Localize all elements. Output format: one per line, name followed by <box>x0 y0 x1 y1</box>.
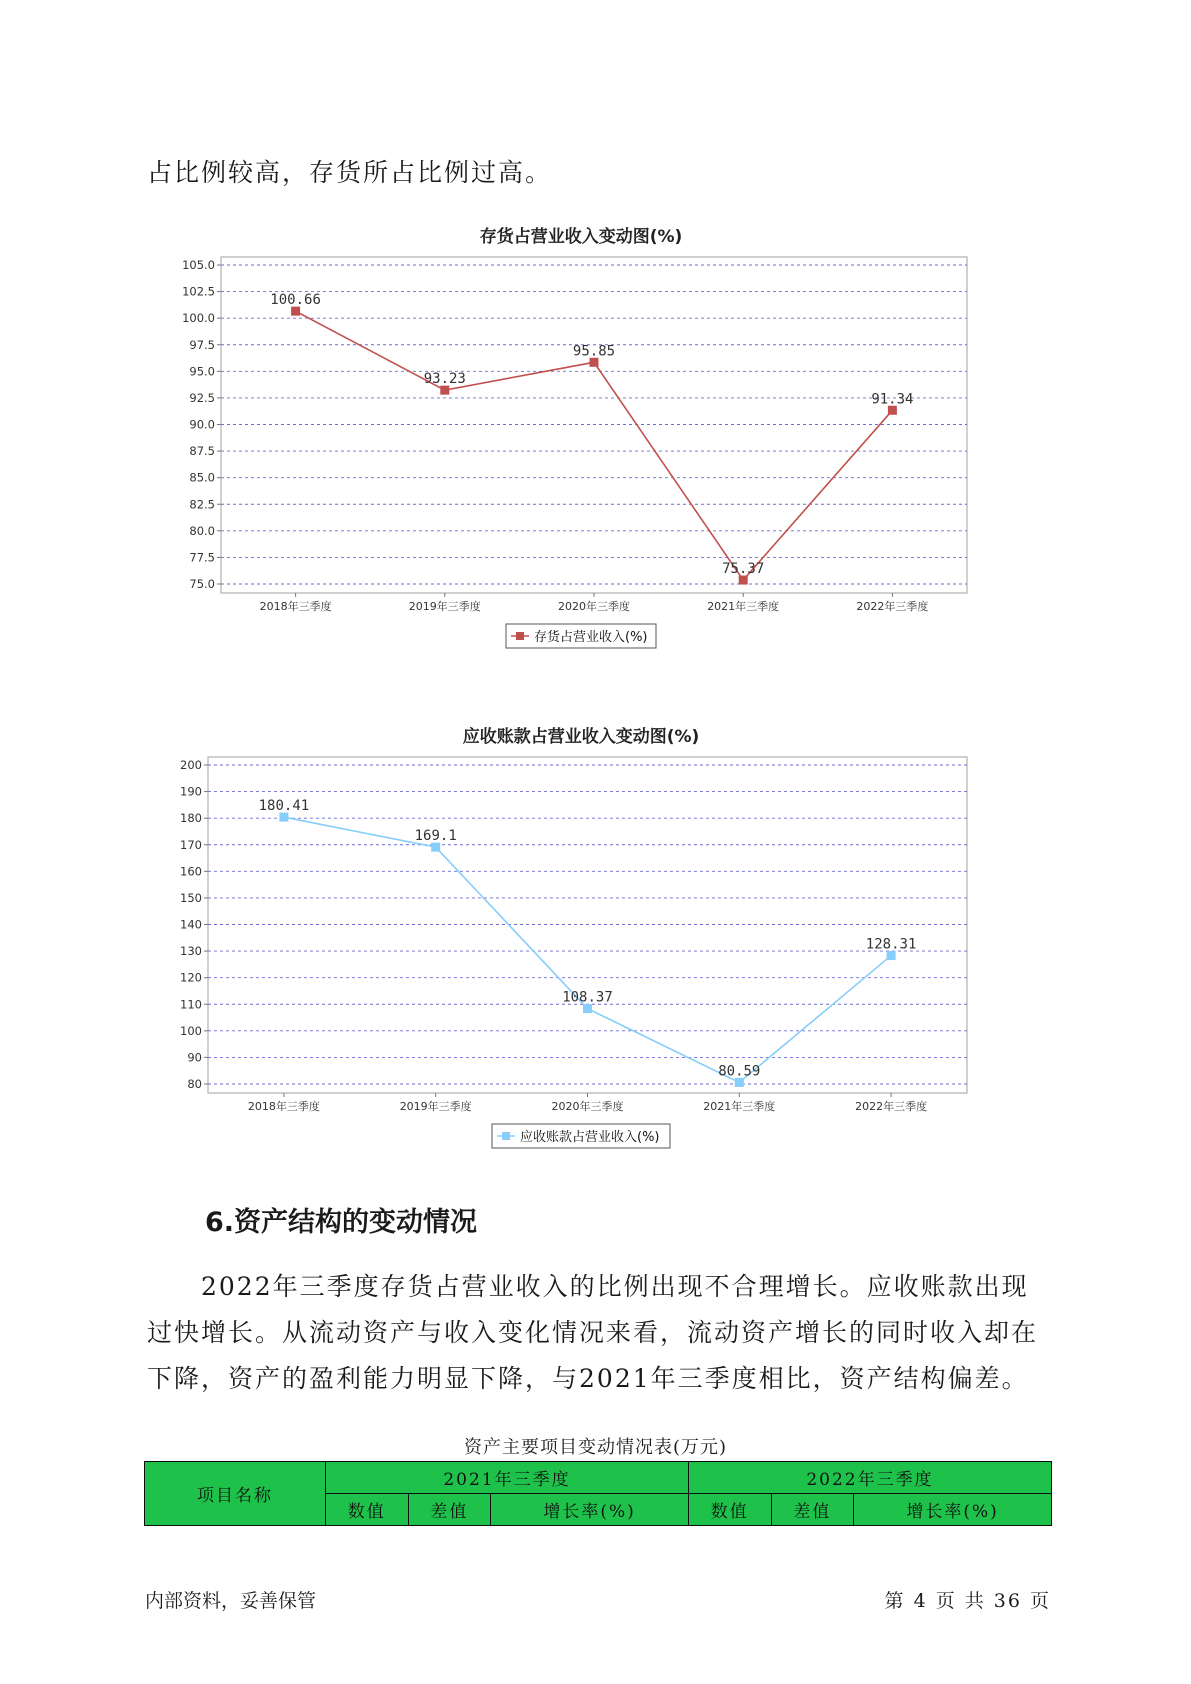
y-tick-label: 80 <box>187 1077 202 1091</box>
receivables-ratio-chart <box>150 722 1030 1182</box>
x-tick-label: 2020年三季度 <box>558 600 630 613</box>
x-tick-label: 2021年三季度 <box>707 600 780 613</box>
y-tick-label: 92.5 <box>189 390 215 405</box>
inventory-ratio-chart <box>150 222 1030 682</box>
data-label: 80.59 <box>718 1063 761 1080</box>
y-tick-label: 100.0 <box>182 311 215 326</box>
period2-header: 2022年三季度 <box>688 1462 1051 1494</box>
x-tick-label: 2018年三季度 <box>259 600 332 613</box>
chart-title: 存货占营业收入变动图(%) <box>479 227 683 247</box>
chart-title: 应收账款占营业收入变动图(%) <box>462 727 700 747</box>
period2-value-header: 数值 <box>688 1494 771 1526</box>
y-tick-label: 110 <box>180 997 202 1012</box>
x-axis <box>248 1093 927 1113</box>
asset-change-table <box>144 1461 1052 1526</box>
inventory-chart-svg <box>150 222 1030 682</box>
y-tick-label: 160 <box>180 864 202 879</box>
x-tick-label: 2018年三季度 <box>247 1100 320 1113</box>
y-tick-label: 105.0 <box>182 258 215 272</box>
data-label: 93.23 <box>423 371 466 388</box>
data-label: 95.85 <box>572 343 616 360</box>
section-heading: 6.资产结构的变动情况 <box>205 1207 478 1238</box>
data-label: 128.31 <box>865 936 917 953</box>
y-tick-label: 97.5 <box>189 337 215 352</box>
y-axis <box>182 258 221 591</box>
y-tick-label: 190 <box>180 784 202 799</box>
y-axis <box>180 758 208 1091</box>
y-tick-label: 77.5 <box>189 550 215 565</box>
y-tick-label: 120 <box>180 970 202 985</box>
body-paragraph: 2022年三季度存货占营业收入的比例出现不合理增长。应收账款出现过快增长。从流动资产与收入变化情况来看，流动资产增长的同时收入却在下降，资产的盈利能力明显下降，与2021年三季度相比，资产结构偏差。 <box>147 1272 1039 1393</box>
data-label: 180.41 <box>258 798 310 815</box>
x-tick-label: 2019年三季度 <box>399 1100 472 1113</box>
period1-value-header: 数值 <box>326 1494 409 1526</box>
period1-growth-header: 增长率(%) <box>491 1494 689 1526</box>
plot-area <box>221 257 967 593</box>
y-tick-label: 170 <box>180 837 202 852</box>
y-tick-label: 130 <box>180 944 202 959</box>
data-label: 75.37 <box>722 561 765 578</box>
legend-marker <box>516 632 524 640</box>
period2-growth-header: 增长率(%) <box>854 1494 1052 1526</box>
legend <box>492 1124 670 1148</box>
y-tick-label: 200 <box>180 758 202 772</box>
data-label: 108.37 <box>562 989 613 1006</box>
plot-area <box>208 757 967 1093</box>
data-label: 100.66 <box>270 292 321 309</box>
y-tick-label: 140 <box>180 917 202 932</box>
table-caption: 资产主要项目变动情况表(万元) <box>463 1437 728 1458</box>
footer-confidential: 内部资料，妥善保管 <box>145 1590 317 1612</box>
legend-marker <box>502 1132 510 1140</box>
x-tick-label: 2022年三季度 <box>856 600 929 613</box>
y-tick-label: 80.0 <box>189 523 215 538</box>
data-label: 169.1 <box>414 828 457 845</box>
x-tick-label: 2022年三季度 <box>855 1100 928 1113</box>
table-header-row <box>145 1462 1052 1494</box>
y-tick-label: 82.5 <box>189 497 215 512</box>
x-tick-label: 2020年三季度 <box>551 1100 624 1113</box>
legend <box>506 624 656 648</box>
item-name-header: 项目名称 <box>145 1462 326 1526</box>
y-tick-label: 90.0 <box>189 417 215 432</box>
y-tick-label: 85.0 <box>189 470 215 485</box>
y-tick-label: 90 <box>187 1050 202 1065</box>
x-axis <box>260 593 929 613</box>
y-tick-label: 95.0 <box>189 364 215 379</box>
y-tick-label: 102.5 <box>182 284 215 299</box>
y-tick-label: 100 <box>180 1023 202 1038</box>
x-tick-label: 2019年三季度 <box>408 600 481 613</box>
receivables-chart-svg <box>150 722 1030 1182</box>
period1-header: 2021年三季度 <box>326 1462 689 1494</box>
data-label: 91.34 <box>871 391 914 408</box>
y-tick-label: 150 <box>180 890 202 905</box>
y-tick-label: 87.5 <box>189 444 215 459</box>
period1-diff-header: 差值 <box>408 1494 491 1526</box>
footer-page-number: 第 4 页 共 36 页 <box>884 1590 1051 1612</box>
period2-diff-header: 差值 <box>771 1494 854 1526</box>
intro-paragraph: 占比例较高，存货所占比例过高。 <box>147 158 553 187</box>
y-tick-label: 180 <box>180 811 202 826</box>
y-tick-label: 75.0 <box>189 577 215 591</box>
x-tick-label: 2021年三季度 <box>703 1100 776 1113</box>
legend-label: 存货占营业收入(%) <box>534 630 648 645</box>
legend-label: 应收账款占营业收入(%) <box>520 1130 660 1145</box>
